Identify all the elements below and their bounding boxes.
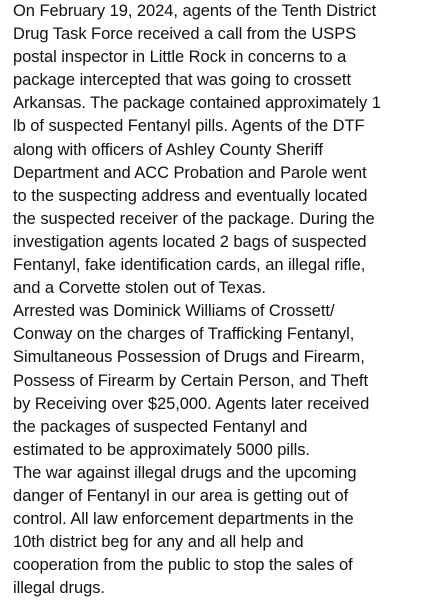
text-line: cooperation from the public to stop the sales of [13, 556, 353, 575]
text-line: the suspected receiver of the package. During the [13, 209, 375, 228]
text-line: danger of Fentanyl in our area is getting out of [13, 486, 349, 505]
text-line: to the suspecting address and eventually located [13, 186, 368, 205]
text-line: estimated to be approximately 5000 pills. [13, 440, 310, 459]
text-line: the packages of suspected Fentanyl and [13, 417, 308, 436]
text-line: by Receiving over $25,000. Agents later received [13, 394, 370, 413]
text-line: Arkansas. The package contained approximately 1 [13, 94, 381, 113]
text-line: package intercepted that was going to crossett [13, 71, 351, 90]
text-line: investigation agents located 2 bags of suspected [13, 232, 367, 251]
text-line: illegal drugs. [13, 579, 105, 598]
text-line: lb of suspected Fentanyl pills. Agents of the DTF [13, 117, 365, 136]
text-line: control. All law enforcement departments in the [13, 510, 354, 529]
text-line: Drug Task Force received a call from the USPS [13, 25, 357, 44]
text-line: Simultaneous Possession of Drugs and Firearm, [13, 348, 365, 367]
text-line: along with officers of Ashley County Sheriff [13, 140, 323, 159]
text-line: Arrested was Dominick Williams of Crossett/ [13, 302, 335, 321]
text-line: Department and ACC Probation and Parole went [13, 163, 367, 182]
post-body-text [13, 0, 441, 600]
text-line: Conway on the charges of Trafficking Fentanyl, [13, 325, 355, 344]
text-line: Fentanyl, fake identification cards, an illegal rifle, [13, 256, 366, 275]
text-line: On February 19, 2024, agents of the Tenth District [13, 2, 377, 20]
text-line: postal inspector in Little Rock in concerns to a [13, 48, 347, 67]
text-line: 10th district beg for any and all help and [13, 533, 304, 552]
text-line: The war against illegal drugs and the upcoming [13, 463, 357, 482]
text-line: Possess of Firearm by Certain Person, and Theft [13, 371, 369, 390]
text-line: and a Corvette stolen out of Texas. [13, 279, 266, 298]
